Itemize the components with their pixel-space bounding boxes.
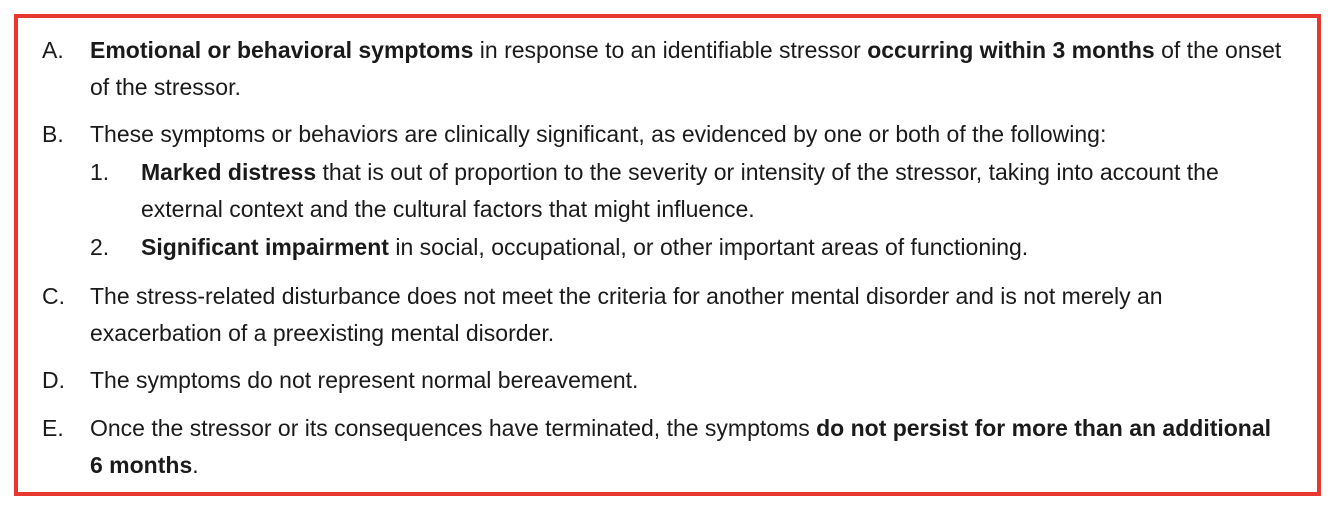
- criterion-b-letter: B.: [42, 121, 64, 147]
- criterion-b-subitem-2-number: 2.: [90, 234, 110, 260]
- criterion-e-text-1: Once the stressor or its consequences have terminated, the symptoms: [90, 415, 817, 441]
- criterion-e-letter: E.: [42, 415, 64, 441]
- criterion-a-bold-1: Emotional or behavioral symptoms: [90, 37, 474, 63]
- criterion-b-subitem-1-bold: Marked distress: [141, 159, 317, 185]
- criterion-b-subitem-2-rest: in social, occupational, or other important areas of functioning.: [388, 234, 1029, 260]
- criterion-d-text: The symptoms do not represent normal bereavement.: [90, 367, 639, 393]
- criterion-a-text-1: in response to an identifiable stressor: [473, 37, 868, 63]
- criterion-c-text: The stress-related disturbance does not meet the criteria for another mental disorder and is not merely an exacerbation of a preexisting mental disorder.: [90, 283, 1163, 346]
- criterion-b-text: These symptoms or behaviors are clinically significant, as evidenced by one or both of the following:: [90, 121, 1107, 147]
- criterion-a-text-2: of the onset of the stressor.: [90, 37, 1282, 100]
- criterion-b-subitem-2-bold: Significant impairment: [141, 234, 389, 260]
- criterion-e-text: [90, 410, 1287, 484]
- criterion-b-subitem-1-text: [141, 154, 1287, 228]
- criterion-a-letter: A.: [42, 37, 64, 63]
- criterion-b-subitem-1-rest: that is out of proportion to the severity or intensity of the stressor, taking into account the external context and the cultural factors that might influence.: [141, 159, 1219, 222]
- criterion-b-subitem-2-text: [141, 229, 1287, 266]
- criterion-a-bold-2: occurring within 3 months: [867, 37, 1155, 63]
- criteria-box: [14, 14, 1321, 496]
- criterion-d-letter: D.: [42, 367, 65, 393]
- criterion-a-text: [90, 32, 1287, 106]
- criterion-c-letter: C.: [42, 283, 65, 309]
- criterion-e-bold: do not persist for more than an additional 6 months: [90, 415, 1272, 478]
- criterion-e-text-2: .: [192, 452, 199, 478]
- criterion-b-subitem-1-number: 1.: [90, 159, 110, 185]
